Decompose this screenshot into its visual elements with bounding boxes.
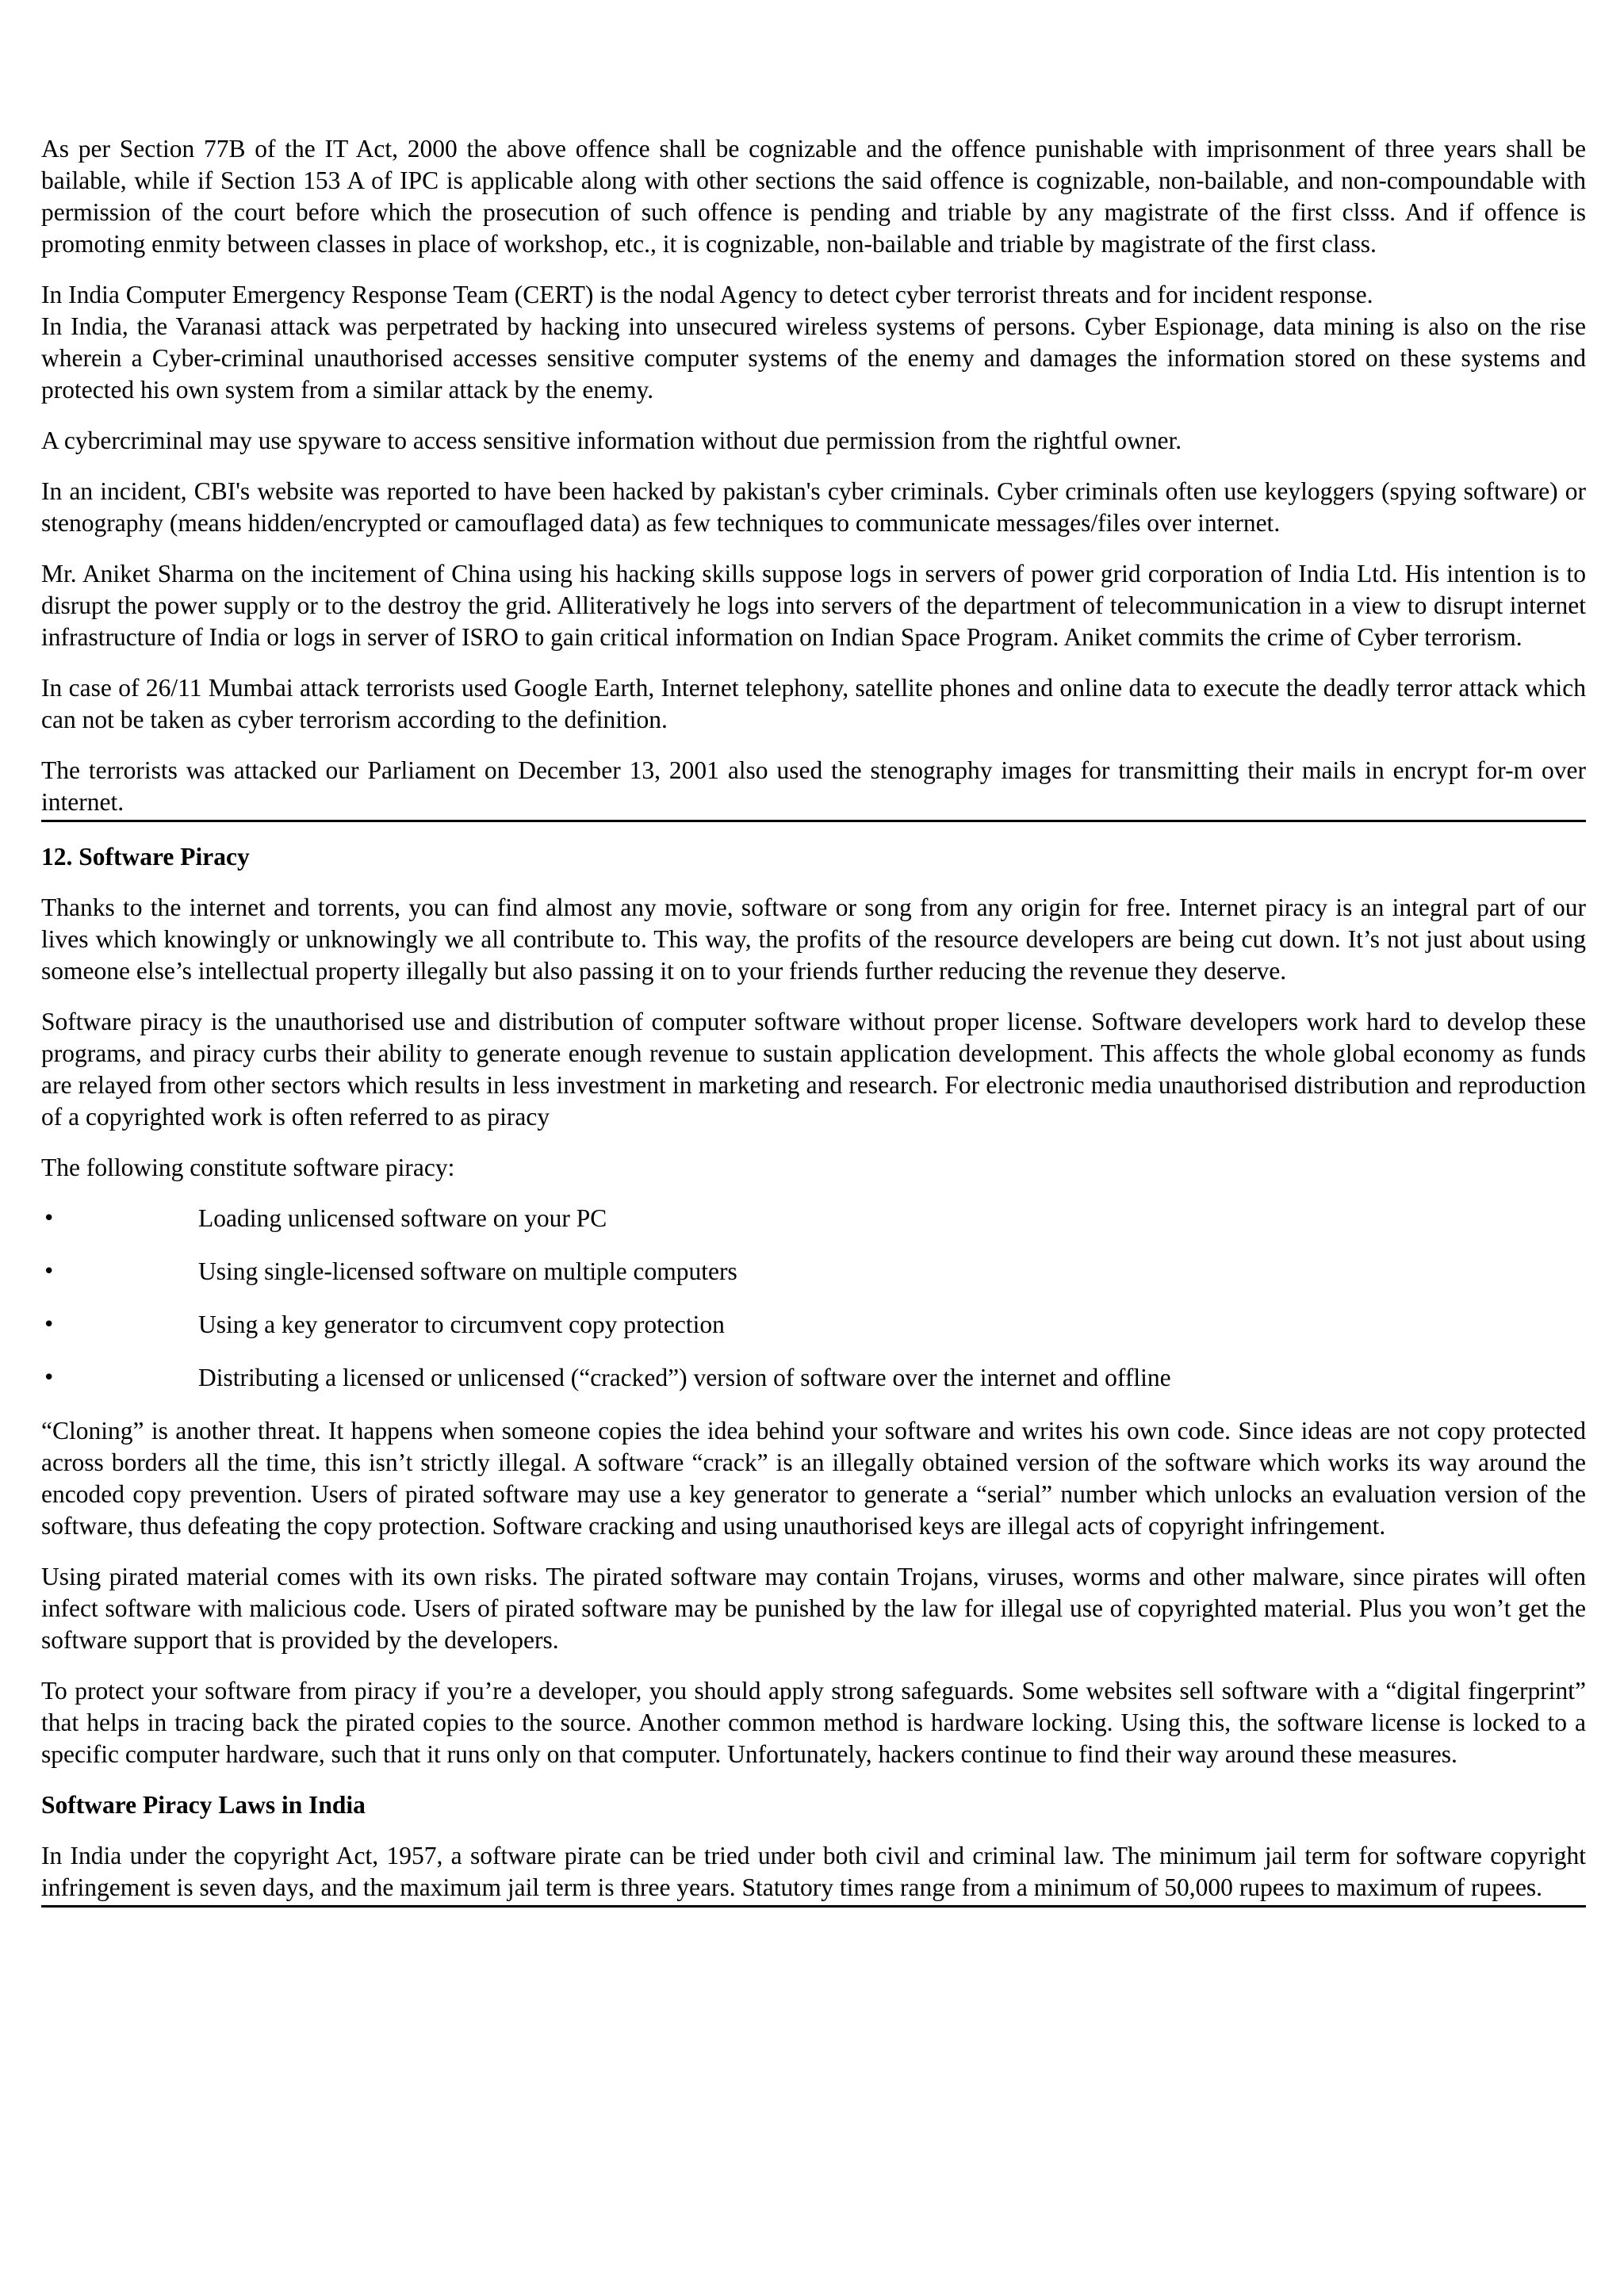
paragraph-pirated-risks: Using pirated material comes with its own risks. The pirated software may contain Trojans, viruses, worms and other malware, since pirates will often infect software with malicious code. Users of pirated software may be punished by the law for illegal use of copyrighted material. Plus you won’t get the software support that is provided by the developers. <box>41 1563 1586 1654</box>
list-item <box>41 1362 1586 1394</box>
paragraph-mumbai-attack: In case of 26/11 Mumbai attack terrorists used Google Earth, Internet telephony, satellite phones and online data to execute the deadly terror attack which can not be taken as cyber terrorism according to the definition. <box>41 674 1586 733</box>
list-item-text: Using a key generator to circumvent copy protection <box>198 1311 725 1338</box>
paragraph-cbi-incident: In an incident, CBI's website was reported to have been hacked by pakistan's cyber criminals. Cyber criminals often use keyloggers (spying software) or stenography (means hidden/encrypted or camouflaged data) as few techniques to communicate messages/files over internet. <box>41 477 1586 537</box>
paragraph-aniket-sharma: Mr. Aniket Sharma on the incitement of China using his hacking skills suppose logs in servers of power grid corporation of India Ltd. His intention is to disrupt the power supply or to the destroy the grid. Alliteratively he logs into servers of the department of telecommunication in a view to disrupt internet infrastructure of India or logs in server of ISRO to gain critical information on Indian Space Program. Aniket commits the crime of Cyber terrorism. <box>41 560 1586 651</box>
list-item <box>41 1309 1586 1341</box>
paragraph-cert: In India Computer Emergency Response Team (CERT) is the nodal Agency to detect cyber terrorist threats and for incident response. <box>41 281 1373 308</box>
bullet-icon: • <box>43 1313 56 1337</box>
paragraph-internet-piracy: Thanks to the internet and torrents, you can find almost any movie, software or song from any origin for free. Internet piracy is an integral part of our lives which knowingly or unknowingly we all contribute to. This way, the profits of the resource developers are being cut down. It’s not just about using someone else’s intellectual property illegally but also passing it on to your friends further reducing the revenue they deserve. <box>41 894 1586 985</box>
paragraph-varanasi-attack: In India, the Varanasi attack was perpetrated by hacking into unsecured wireless systems of persons. Cyber Espionage, data mining is also on the rise wherein a Cyber-criminal unauthorised accesses sensitive computer systems of the enemy and damages the information stored on these systems and protected his own system from a similar attack by the enemy. <box>41 312 1586 404</box>
paragraph-protection: To protect your software from piracy if you’re a developer, you should apply strong safeguards. Some websites sell software with a “digital fingerprint” that helps in tracing back the pirated copies to the source. Another common method is hardware locking. Using this, the software license is locked to a specific computer hardware, such that it runs only on that computer. Unfortunately, hackers continue to find their way around these measures. <box>41 1677 1586 1768</box>
piracy-bullet-list <box>41 1203 1586 1394</box>
subheading-piracy-laws: Software Piracy Laws in India <box>41 1791 366 1819</box>
list-item-text: Using single-licensed software on multiple computers <box>198 1257 737 1285</box>
bottom-divider <box>41 1905 1586 1908</box>
section-heading-software-piracy: 12. Software Piracy <box>41 843 250 871</box>
list-item <box>41 1203 1586 1234</box>
paragraph-spyware: A cybercriminal may use spyware to access sensitive information without due permission from the rightful owner. <box>41 427 1182 454</box>
list-item <box>41 1256 1586 1288</box>
paragraph-parliament-attack: The terrorists was attacked our Parliament on December 13, 2001 also used the stenography images for transmitting their mails in encrypt for-m over internet. <box>41 756 1586 816</box>
list-item-text: Loading unlicensed software on your PC <box>198 1204 607 1232</box>
bullet-icon: • <box>43 1207 56 1230</box>
list-item-text: Distributing a licensed or unlicensed (“cracked”) version of software over the internet and offline <box>198 1364 1171 1391</box>
paragraph-it-act: As per Section 77B of the IT Act, 2000 the above offence shall be cognizable and the offence punishable with imprisonment of three years shall be bailable, while if Section 153 A of IPC is applicable along with other sections the said offence is cognizable, non-bailable, and non-compoundable with permission of the court before which the prosecution of such offence is pending and triable by any magistrate of the first clsss. And if offence is promoting enmity between classes in place of workshop, etc., it is cognizable, non-bailable and triable by magistrate of the first class. <box>41 135 1586 258</box>
bullet-icon: • <box>43 1366 56 1390</box>
section-divider <box>41 820 1586 822</box>
paragraph-piracy-list-intro: The following constitute software piracy: <box>41 1154 455 1181</box>
paragraph-cloning: “Cloning” is another threat. It happens when someone copies the idea behind your software and writes his own code. Since ideas are not copy protected across borders all the time, this isn’t strictly illegal. A software “crack” is an illegally obtained version of the software which works its way around the encoded copy prevention. Users of pirated software may use a key generator to generate a “serial” number which unlocks an evaluation version of the software, thus defeating the copy protection. Software cracking and using unauthorised keys are illegal acts of copyright infringement. <box>41 1417 1586 1540</box>
paragraph-piracy-definition: Software piracy is the unauthorised use and distribution of computer software without proper license. Software developers work hard to develop these programs, and piracy curbs their ability to generate enough revenue to sustain application development. This affects the whole global economy as funds are relayed from other sectors which results in less investment in marketing and research. For electronic media unauthorised distribution and reproduction of a copyrighted work is often referred to as piracy <box>41 1008 1586 1131</box>
bullet-icon: • <box>43 1260 56 1284</box>
document-page <box>41 133 1586 1927</box>
paragraph-copyright-act: In India under the copyright Act, 1957, a software pirate can be tried under both civil and criminal law. The minimum jail term for software copyright infringement is seven days, and the maximum jail term is three years. Statutory times range from a minimum of 50,000 rupees to maximum of rupees. <box>41 1842 1586 1901</box>
